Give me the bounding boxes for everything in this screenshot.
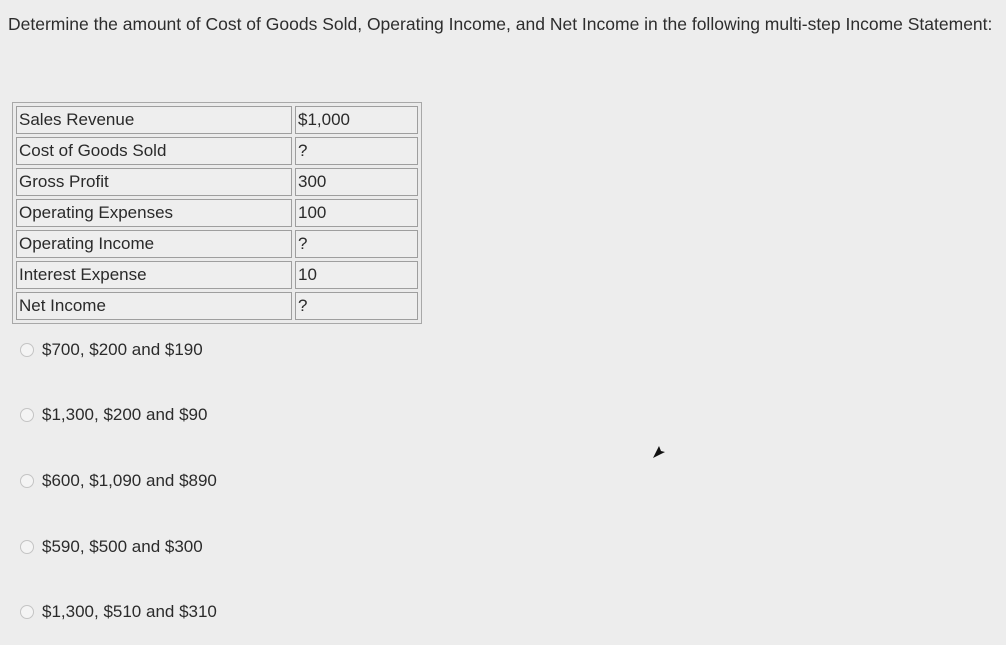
- row-value: $1,000: [295, 106, 418, 134]
- radio-button[interactable]: [20, 605, 34, 619]
- option-label: $1,300, $200 and $90: [42, 405, 208, 424]
- answer-option[interactable]: [20, 405, 207, 425]
- row-label: Sales Revenue: [16, 106, 292, 134]
- row-label: Cost of Goods Sold: [16, 137, 292, 165]
- radio-button[interactable]: [20, 540, 34, 554]
- row-value: ?: [295, 230, 418, 258]
- row-label: Interest Expense: [16, 261, 292, 289]
- row-value: ?: [295, 292, 418, 320]
- question-prompt: Determine the amount of Cost of Goods Sold, Operating Income, and Net Income in the following multi-step Income Statement:: [8, 14, 993, 34]
- radio-button[interactable]: [20, 408, 34, 422]
- row-label: Gross Profit: [16, 168, 292, 196]
- option-label: $1,300, $510 and $310: [42, 602, 217, 621]
- table-row: [16, 137, 418, 165]
- answer-option[interactable]: [20, 471, 217, 491]
- option-label: $590, $500 and $300: [42, 537, 203, 556]
- row-value: 300: [295, 168, 418, 196]
- answer-option[interactable]: [20, 537, 203, 557]
- option-label: $700, $200 and $190: [42, 340, 203, 359]
- table-row: [16, 199, 418, 227]
- row-value: 100: [295, 199, 418, 227]
- row-value: 10: [295, 261, 418, 289]
- table-row: [16, 230, 418, 258]
- mouse-cursor-icon: [651, 444, 667, 460]
- answer-option[interactable]: [20, 340, 203, 360]
- table-row: [16, 261, 418, 289]
- option-label: $600, $1,090 and $890: [42, 471, 217, 490]
- table-row: [16, 168, 418, 196]
- answer-option[interactable]: [20, 602, 217, 622]
- row-label: Operating Income: [16, 230, 292, 258]
- table-row: [16, 292, 418, 320]
- radio-button[interactable]: [20, 343, 34, 357]
- income-statement-table: [12, 102, 422, 324]
- table-row: [16, 106, 418, 134]
- row-value: ?: [295, 137, 418, 165]
- row-label: Net Income: [16, 292, 292, 320]
- radio-button[interactable]: [20, 474, 34, 488]
- row-label: Operating Expenses: [16, 199, 292, 227]
